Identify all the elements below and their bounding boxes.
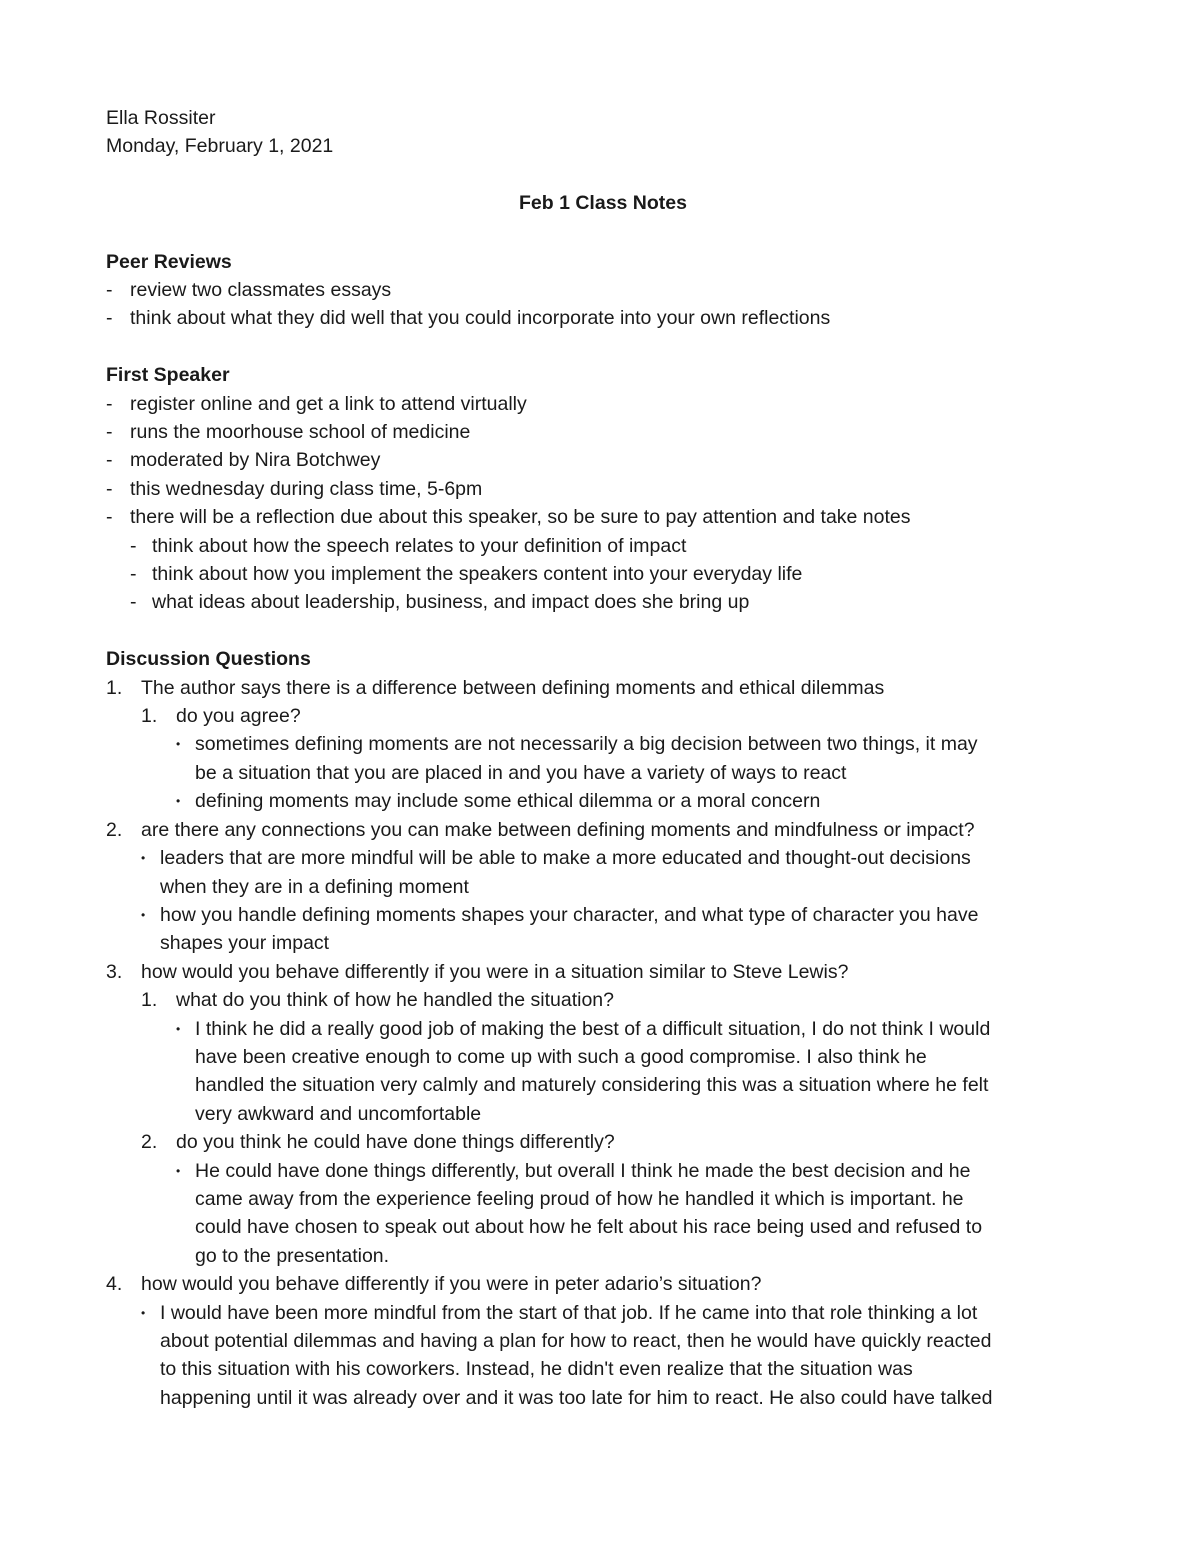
answer-continuation: have been creative enough to come up with such a good compromise. I also think he xyxy=(195,1045,927,1068)
answer-continuation: came away from the experience feeling proud of how he handled it which is important. he xyxy=(195,1187,964,1210)
question-1: 1. The author says there is a difference between defining moments and ethical dilemmas xyxy=(106,676,885,699)
answer-bullet: • how you handle defining moments shapes your character, and what type of character you have xyxy=(141,903,979,926)
list-item: - there will be a reflection due about this speaker, so be sure to pay attention and take notes xyxy=(106,506,911,529)
section-heading-first-speaker: First Speaker xyxy=(106,364,230,387)
answer-bullet: • leaders that are more mindful will be able to make a more educated and thought-out decisions xyxy=(141,847,971,870)
answer-bullet: • I would have been more mindful from the start of that job. If he came into that role thinking a lot xyxy=(141,1301,978,1324)
list-item: - runs the moorhouse school of medicine xyxy=(106,421,471,444)
answer-continuation: could have chosen to speak out about how he felt about his race being used and refused to xyxy=(195,1216,983,1239)
answer-continuation: to this situation with his coworkers. Instead, he didn't even realize that the situation was xyxy=(160,1358,913,1381)
section-heading-discussion-questions: Discussion Questions xyxy=(106,648,311,671)
question-2: 2. are there any connections you can make between defining moments and mindfulness or impact? xyxy=(106,818,975,841)
document-title: Feb 1 Class Notes xyxy=(519,192,687,215)
question-4: 4. how would you behave differently if you were in peter adario’s situation? xyxy=(106,1273,762,1296)
sub-list-item: - what ideas about leadership, business, and impact does she bring up xyxy=(130,591,750,614)
sub-question: 1. what do you think of how he handled the situation? xyxy=(141,989,614,1012)
section-heading-peer-reviews: Peer Reviews xyxy=(106,250,232,273)
list-item: - moderated by Nira Botchwey xyxy=(106,449,381,472)
answer-bullet: • sometimes defining moments are not necessarily a big decision between two things, it may xyxy=(176,733,978,756)
answer-continuation: very awkward and uncomfortable xyxy=(195,1102,482,1125)
list-item: - think about what they did well that you could incorporate into your own reflections xyxy=(106,307,831,330)
sub-question: 1. do you agree? xyxy=(141,705,301,728)
list-item: - review two classmates essays xyxy=(106,279,392,302)
answer-continuation: handled the situation very calmly and maturely considering this was a situation where he felt xyxy=(195,1074,989,1097)
list-item: - this wednesday during class time, 5-6pm xyxy=(106,477,483,500)
sub-list-item: - think about how the speech relates to your definition of impact xyxy=(130,534,687,557)
document-date: Monday, February 1, 2021 xyxy=(106,135,334,158)
author-name: Ella Rossiter xyxy=(106,107,216,129)
list-item: - register online and get a link to attend virtually xyxy=(106,392,527,415)
answer-bullet: • defining moments may include some ethical dilemma or a moral concern xyxy=(176,790,821,813)
answer-continuation: about potential dilemmas and having a plan for how to react, then he would have quickly reacted xyxy=(160,1330,992,1353)
sub-question: 2. do you think he could have done things differently? xyxy=(141,1131,615,1154)
answer-continuation: be a situation that you are placed in and you have a variety of ways to react xyxy=(195,761,847,784)
answer-continuation: happening until it was already over and it was too late for him to react. He also could have talked xyxy=(160,1386,993,1409)
answer-bullet: • I think he did a really good job of making the best of a difficult situation, I do not think I would xyxy=(176,1017,991,1040)
answer-continuation: when they are in a defining moment xyxy=(160,875,469,898)
document-page xyxy=(106,104,1106,1412)
answer-continuation: go to the presentation. xyxy=(195,1244,390,1267)
sub-list-item: - think about how you implement the speakers content into your everyday life xyxy=(130,563,803,586)
question-3: 3. how would you behave differently if you were in a situation similar to Steve Lewis? xyxy=(106,960,849,983)
answer-continuation: shapes your impact xyxy=(160,932,330,955)
answer-bullet: • He could have done things differently, but overall I think he made the best decision and he xyxy=(176,1159,971,1182)
